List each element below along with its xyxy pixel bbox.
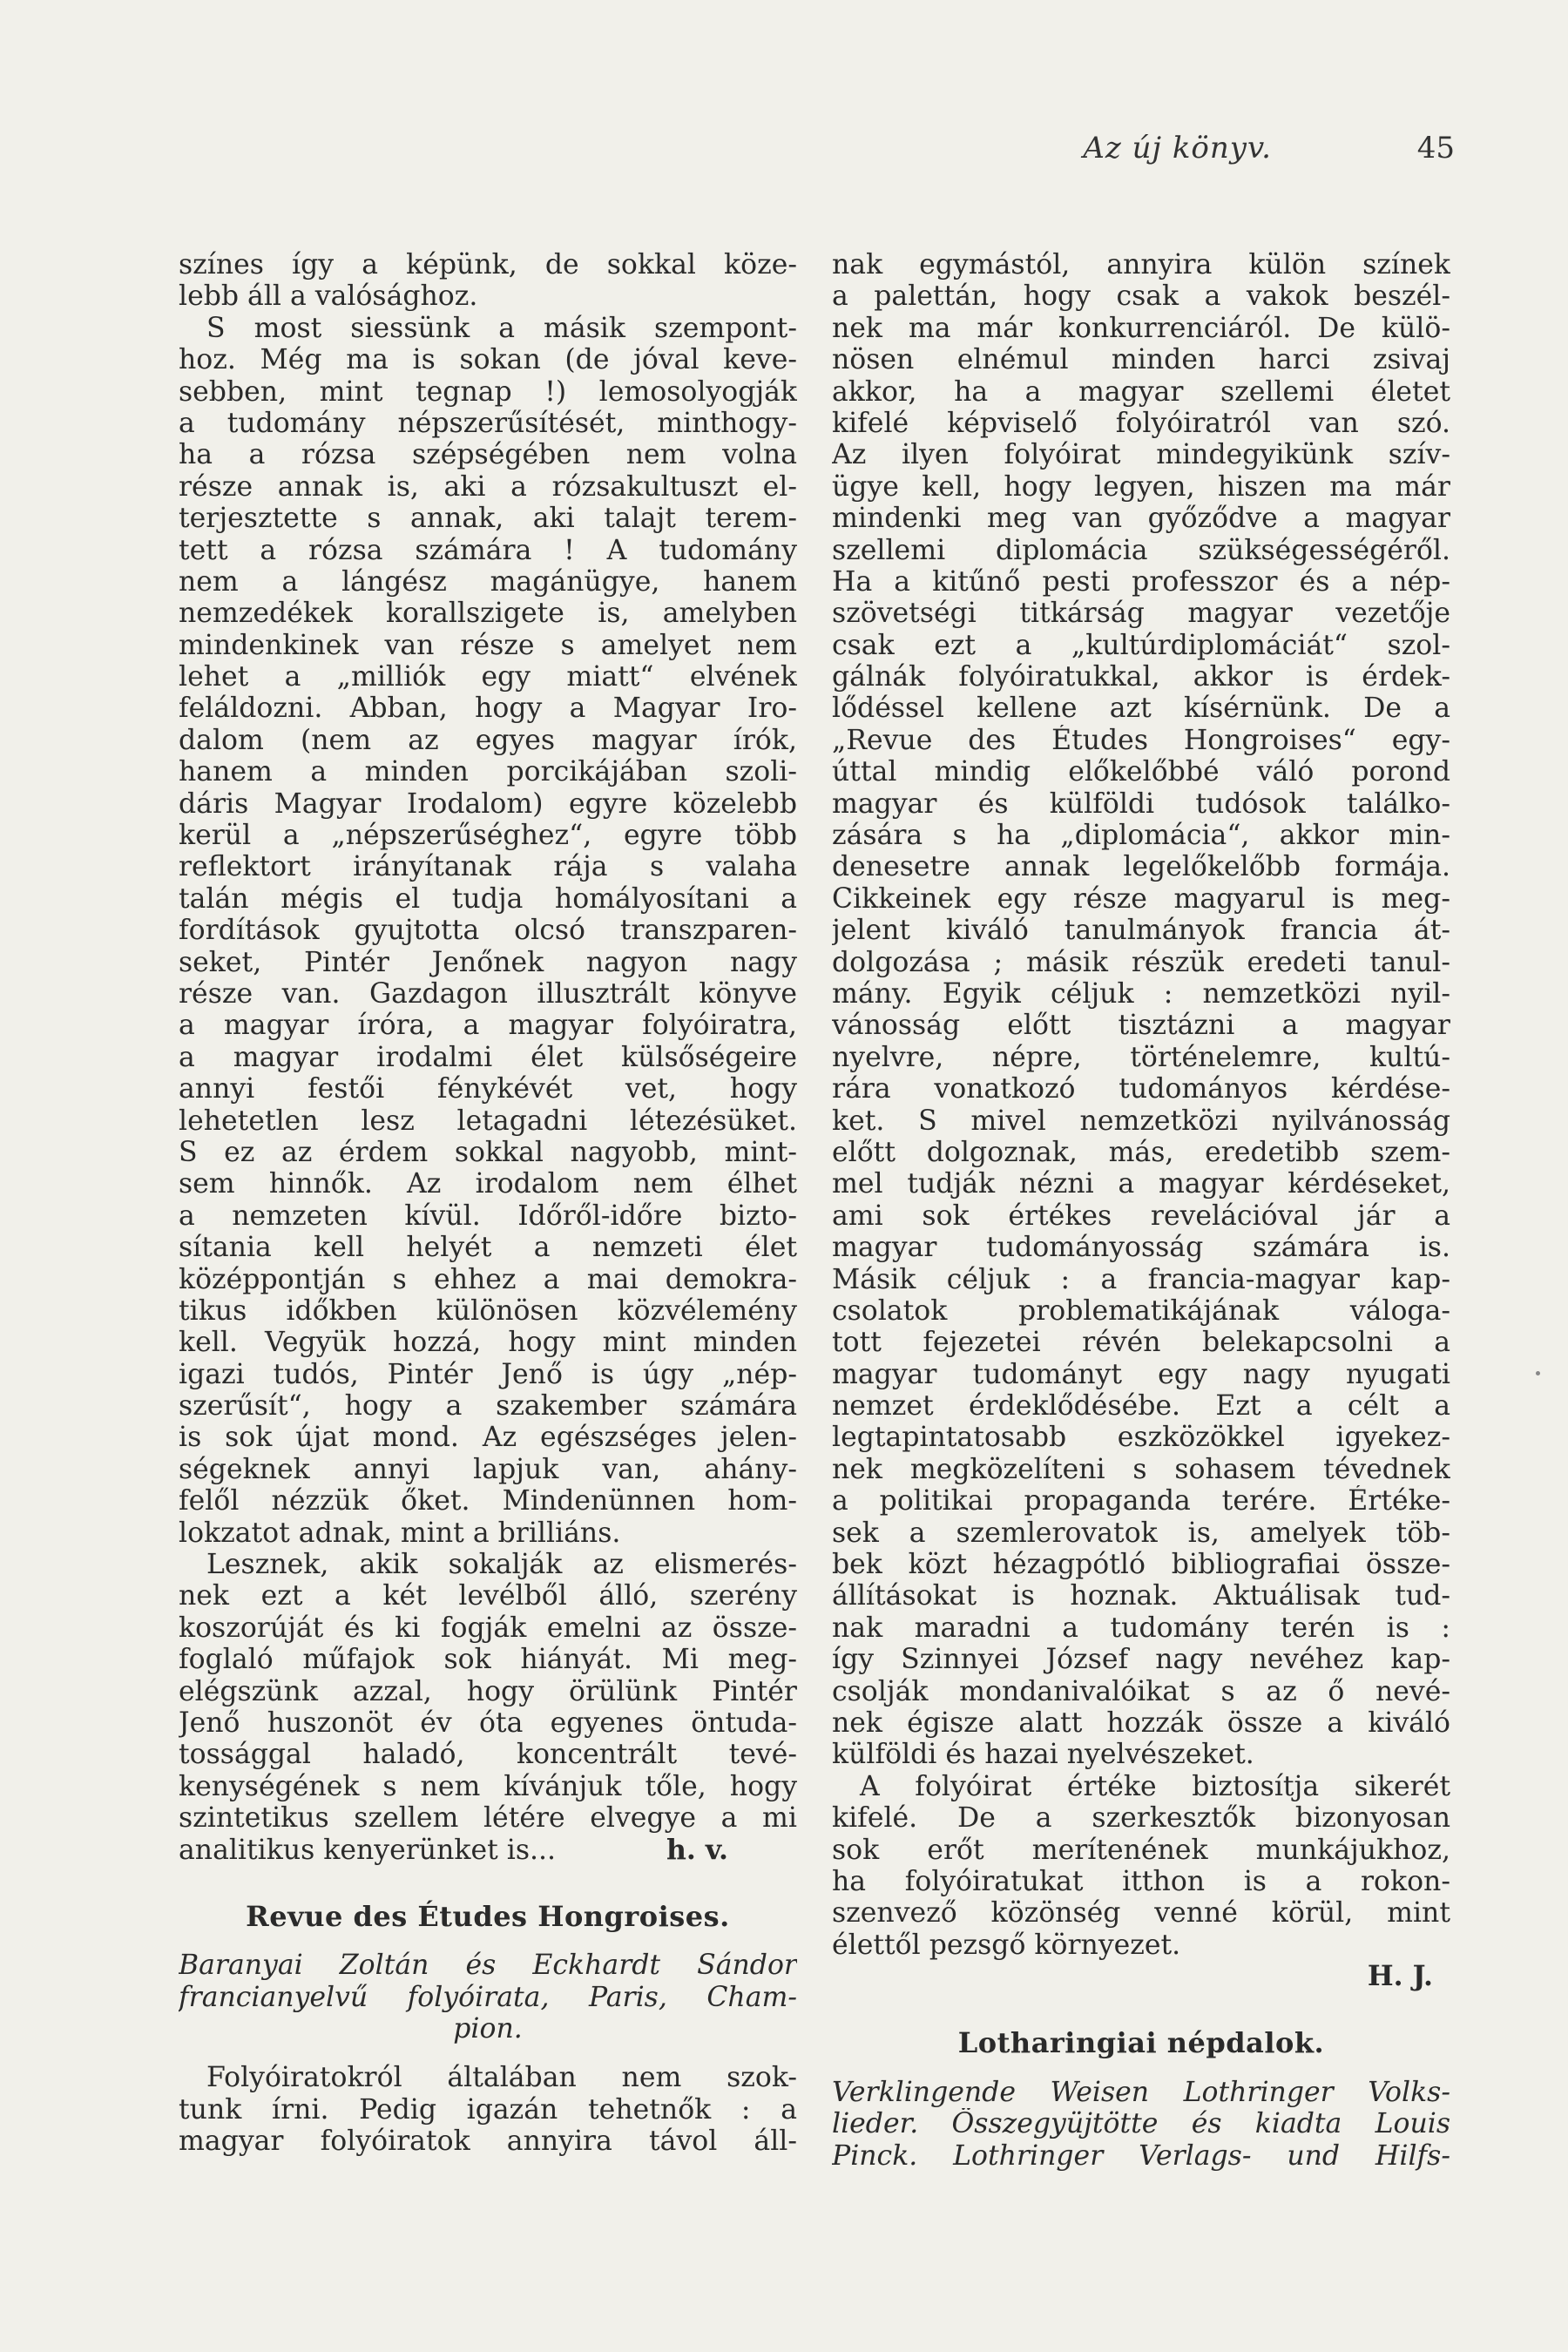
text-line: elégszünk azzal, hogy örülünk Pintér [179,1675,797,1707]
text-line: talán mégis el tudja homályosítani a [179,882,797,915]
text-line: úttal mindig előkelőbbé váló porond [832,756,1450,788]
text-line: tikus időkben különösen közvélemény [179,1294,797,1327]
text-line: zására s ha „diplomácia“, akkor min- [832,820,1450,852]
text-line: a tudomány népszerűsítését, minthogy- [179,407,797,439]
right-column [832,249,1450,2172]
text-line: nemzet érdeklődésébe. Ezt a célt a [832,1390,1450,1423]
text-line: csolják mondanivalóikat s az ő nevé- [832,1675,1450,1707]
page-number: 45 [1416,131,1455,166]
section-title-revue: Revue des Études Hongroises. [246,1899,730,1933]
text-line: Baranyai Zoltán és Eckhardt Sándor [179,1950,797,1982]
text-line: színes így a képünk, de sokkal köze- [179,249,797,280]
revue-body [179,2062,797,2157]
text-line: rára vonatkozó tudományos kérdése- [832,1073,1450,1105]
text-line: magyar tudományosság számára is. [832,1232,1450,1264]
text-line: sem hinnők. Az irodalom nem élhet [179,1168,797,1200]
text-line: lehetetlen lesz letagadni létezésüket. [179,1105,797,1137]
text-line: ügye kell, hogy legyen, hiszen ma már [832,470,1450,503]
text-line: állításokat is hoznak. Aktuálisak tud- [832,1580,1450,1612]
text-line: csolatok problematikájának váloga- [832,1294,1450,1327]
text-line: lokzatot adnak, mint a brilliáns. [179,1517,621,1549]
text-line: Pinck. Lothringer Verlags- und Hilfs- [832,2139,1450,2172]
text-line: mindenki meg van győződve a magyar [832,503,1450,535]
text-line: tossággal haladó, koncentrált tevé- [179,1739,797,1771]
text-line: ket. S mivel nemzetközi nyilvánosság [832,1105,1450,1137]
text-line: ha folyóiratukat itthon is a rokon- [832,1865,1450,1897]
text-line: vánosság előtt tisztázni a magyar [832,1010,1450,1042]
signature-hj [832,1961,1450,1992]
text-line: denesetre annak legelőkelőbb formája. [832,851,1450,883]
text-line: terjesztette s annak, aki talajt terem- [179,503,797,535]
margin-speck [1536,1371,1540,1375]
section-title-lotharingiai: Lotharingiai népdalok. [957,2026,1325,2060]
signature-hj-text: H. J. [1367,1960,1433,1993]
text-line: szellemi diplomácia szükségességéről. [832,534,1450,566]
page-header [174,131,1455,174]
text-line: „Revue des Études Hongroises“ egy- [832,724,1450,756]
text-line: hanem a minden porcikájában szoli- [179,756,797,788]
text-line: élettől pezsgő környezet. [832,1929,1181,1961]
text-line: része annak is, aki a rózsakultuszt el- [179,470,797,503]
text-line: dolgozása ; másik részük eredeti tanul- [832,946,1450,978]
text-line: ha a rózsa szépségében nem volna [179,439,797,471]
text-line: mel tudják nézni a magyar kérdéseket, [832,1168,1450,1200]
text-line: középpontján s ehhez a mai demokra- [179,1263,797,1295]
text-line: nak maradni a tudomány terén is : [832,1612,1450,1644]
text-line: pion. [453,2013,523,2045]
text-line: jelent kiváló tanulmányok francia át- [832,915,1450,947]
text-line: felől nézzük őket. Mindenünnen hom- [179,1485,797,1517]
text-line: lődéssel kellene azt kísérnünk. De a [832,693,1450,725]
text-line: szövetségi titkárság magyar vezetője [832,598,1450,630]
text-line: nek megközelíteni s sohasem tévednek [832,1453,1450,1485]
text-line: nek égisze alatt hozzák össze a kiváló [832,1707,1450,1739]
left-body-text [179,249,797,1835]
right-paragraph [832,1771,1450,1961]
text-line: koszorúját és ki fogják emelni az össze- [179,1612,797,1644]
text-line: szenvező közönség venné körül, mint [832,1897,1450,1930]
text-line: mindenkinek van része s amelyet nem [179,629,797,661]
text-line: külföldi és hazai nyelvészeket. [832,1739,1254,1771]
text-line: lehet a „milliók egy miatt“ elvének [179,661,797,693]
text-line: hoz. Még ma is sokan (de jóval keve- [179,344,797,376]
text-line: nösen elnémul minden harci zsivaj [832,344,1450,376]
text-line: reflektort irányítanak rája s valaha [179,851,797,883]
text-line: legtapintatosabb eszközökkel igyekez- [832,1422,1450,1454]
text-line: magyar és külföldi tudósok találko- [832,787,1450,820]
text-line: nak egymástól, annyira külön színek [832,249,1450,280]
text-line: része van. Gazdagon illusztrált könyve [179,977,797,1010]
text-line: kenységének s nem kívánjuk tőle, hogy [179,1770,797,1802]
text-line: a politikai propaganda terére. Értéke- [832,1485,1450,1517]
text-line: seket, Pintér Jenőnek nagyon nagy [179,946,797,978]
text-line: szintetikus szellem létére elvegye a mi [179,1802,797,1835]
text-line: sebben, mint tegnap !) lemosolyogják [179,375,797,408]
text-line: Folyóiratokról általában nem szok- [206,2062,797,2094]
text-line: Lesznek, akik sokalják az elismerés- [206,1549,797,1581]
text-line: igazi tudós, Pintér Jenő is úgy „nép- [179,1358,797,1390]
text-line: lebb áll a valósághoz. [179,280,478,313]
text-line: nek ezt a két levélből álló, szerény [179,1580,797,1612]
text-line: bek közt hézagpótló bibliografiai össze- [832,1549,1450,1581]
text-line: így Szinnyei József nagy nevéhez kap- [832,1644,1450,1676]
text-line: nemzedékek korallszigete is, amelyben [179,598,797,630]
text-line: ségeknek annyi lapjuk van, ahány- [179,1453,797,1485]
text-line: Másik céljuk : a francia-magyar kap- [832,1263,1450,1295]
running-title: Az új könyv. [1083,131,1272,166]
text-line: kifelé képviselő folyóiratról van szó. [832,407,1450,439]
text-line: A folyóirat értéke biztosítja sikerét [860,1770,1450,1802]
text-line: sok erőt merítenének munkájukhoz, [832,1834,1450,1866]
text-line: kell. Vegyük hozzá, hogy mint minden [179,1327,797,1359]
text-line: Az ilyen folyóirat mindegyikünk szív- [832,439,1450,471]
text-line: is sok újat mond. Az egészséges jelen- [179,1422,797,1454]
text-line: gálnák folyóiratukkal, akkor is érdek- [832,661,1450,693]
text-line: mány. Egyik céljuk : nemzetközi nyil- [832,977,1450,1010]
text-line: sítania kell helyét a nemzeti élet [179,1232,797,1264]
text-line: a nemzeten kívül. Időről-időre bizto- [179,1200,797,1232]
text-line: Cikkeinek egy része magyarul is meg- [832,882,1450,915]
text-line: Verklingende Weisen Lothringer Volks- [832,2076,1450,2108]
text-line: dáris Magyar Irodalom) egyre közelebb [179,787,797,820]
text-line: dalom (nem az egyes magyar írók, [179,724,797,756]
last-line-text: analitikus kenyerünket is... [179,1834,557,1866]
text-line: nek ma már konkurrenciáról. De külö- [832,312,1450,344]
text-line: ami sok értékes revelációval jár a [832,1200,1450,1232]
left-column [179,249,797,2158]
text-line: előtt dolgoznak, más, eredetibb szem- [832,1136,1450,1168]
text-line: Ha a kitűnő pesti professzor és a nép- [832,565,1450,598]
text-line: tett a rózsa számára ! A tudomány [179,534,797,566]
text-line: akkor, ha a magyar szellemi életet [832,375,1450,408]
text-line: Jenő huszonöt év óta egyenes öntuda- [179,1707,797,1739]
text-line: foglaló műfajok sok hiányát. Mi meg- [179,1644,797,1676]
text-line: feláldozni. Abban, hogy a Magyar Iro- [179,693,797,725]
text-line: S ez az érdem sokkal nagyobb, mint- [179,1136,797,1168]
text-line: magyar tudományt egy nagy nyugati [832,1358,1450,1390]
text-line: tunk írni. Pedig igazán tehetnők : a [179,2093,797,2126]
text-line: nyelvre, népre, történelemre, kultú- [832,1041,1450,1073]
text-line: magyar folyóiratok annyira távol áll- [179,2126,797,2158]
text-line: a palettán, hogy csak a vakok beszél- [832,280,1450,313]
left-last-line [179,1835,797,1866]
text-line: a magyar irodalmi élet külsőségeire [179,1041,797,1073]
text-line: francianyelvű folyóirata, Paris, Cham- [179,1981,797,2013]
text-line: szerűsít“, hogy a szakember számára [179,1390,797,1423]
text-line: nem a lángész magánügye, hanem [179,565,797,598]
text-line: kifelé. De a szerkesztők bizonyosan [832,1802,1450,1835]
lotharingiai-subtitle [832,2077,1450,2172]
revue-subtitle [179,1950,797,2044]
text-line: kerül a „népszerűséghez“, egyre több [179,820,797,852]
text-line: S most siessünk a másik szempont- [206,312,797,344]
text-line: lieder. Összegyüjtötte és kiadta Louis [832,2108,1450,2140]
text-line: annyi festői fénykévét vet, hogy [179,1073,797,1105]
signature-hv: h. v. [666,1833,728,1866]
text-line: a magyar íróra, a magyar folyóiratra, [179,1010,797,1042]
text-line: fordítások gyujtotta olcsó transzparen- [179,915,797,947]
text-line: sek a szemlerovatok is, amelyek töb- [832,1517,1450,1549]
right-body-text [832,249,1450,1771]
text-line: tott fejezetei révén belekapcsolni a [832,1327,1450,1359]
text-line: csak ezt a „kultúrdiplomáciát“ szol- [832,629,1450,661]
